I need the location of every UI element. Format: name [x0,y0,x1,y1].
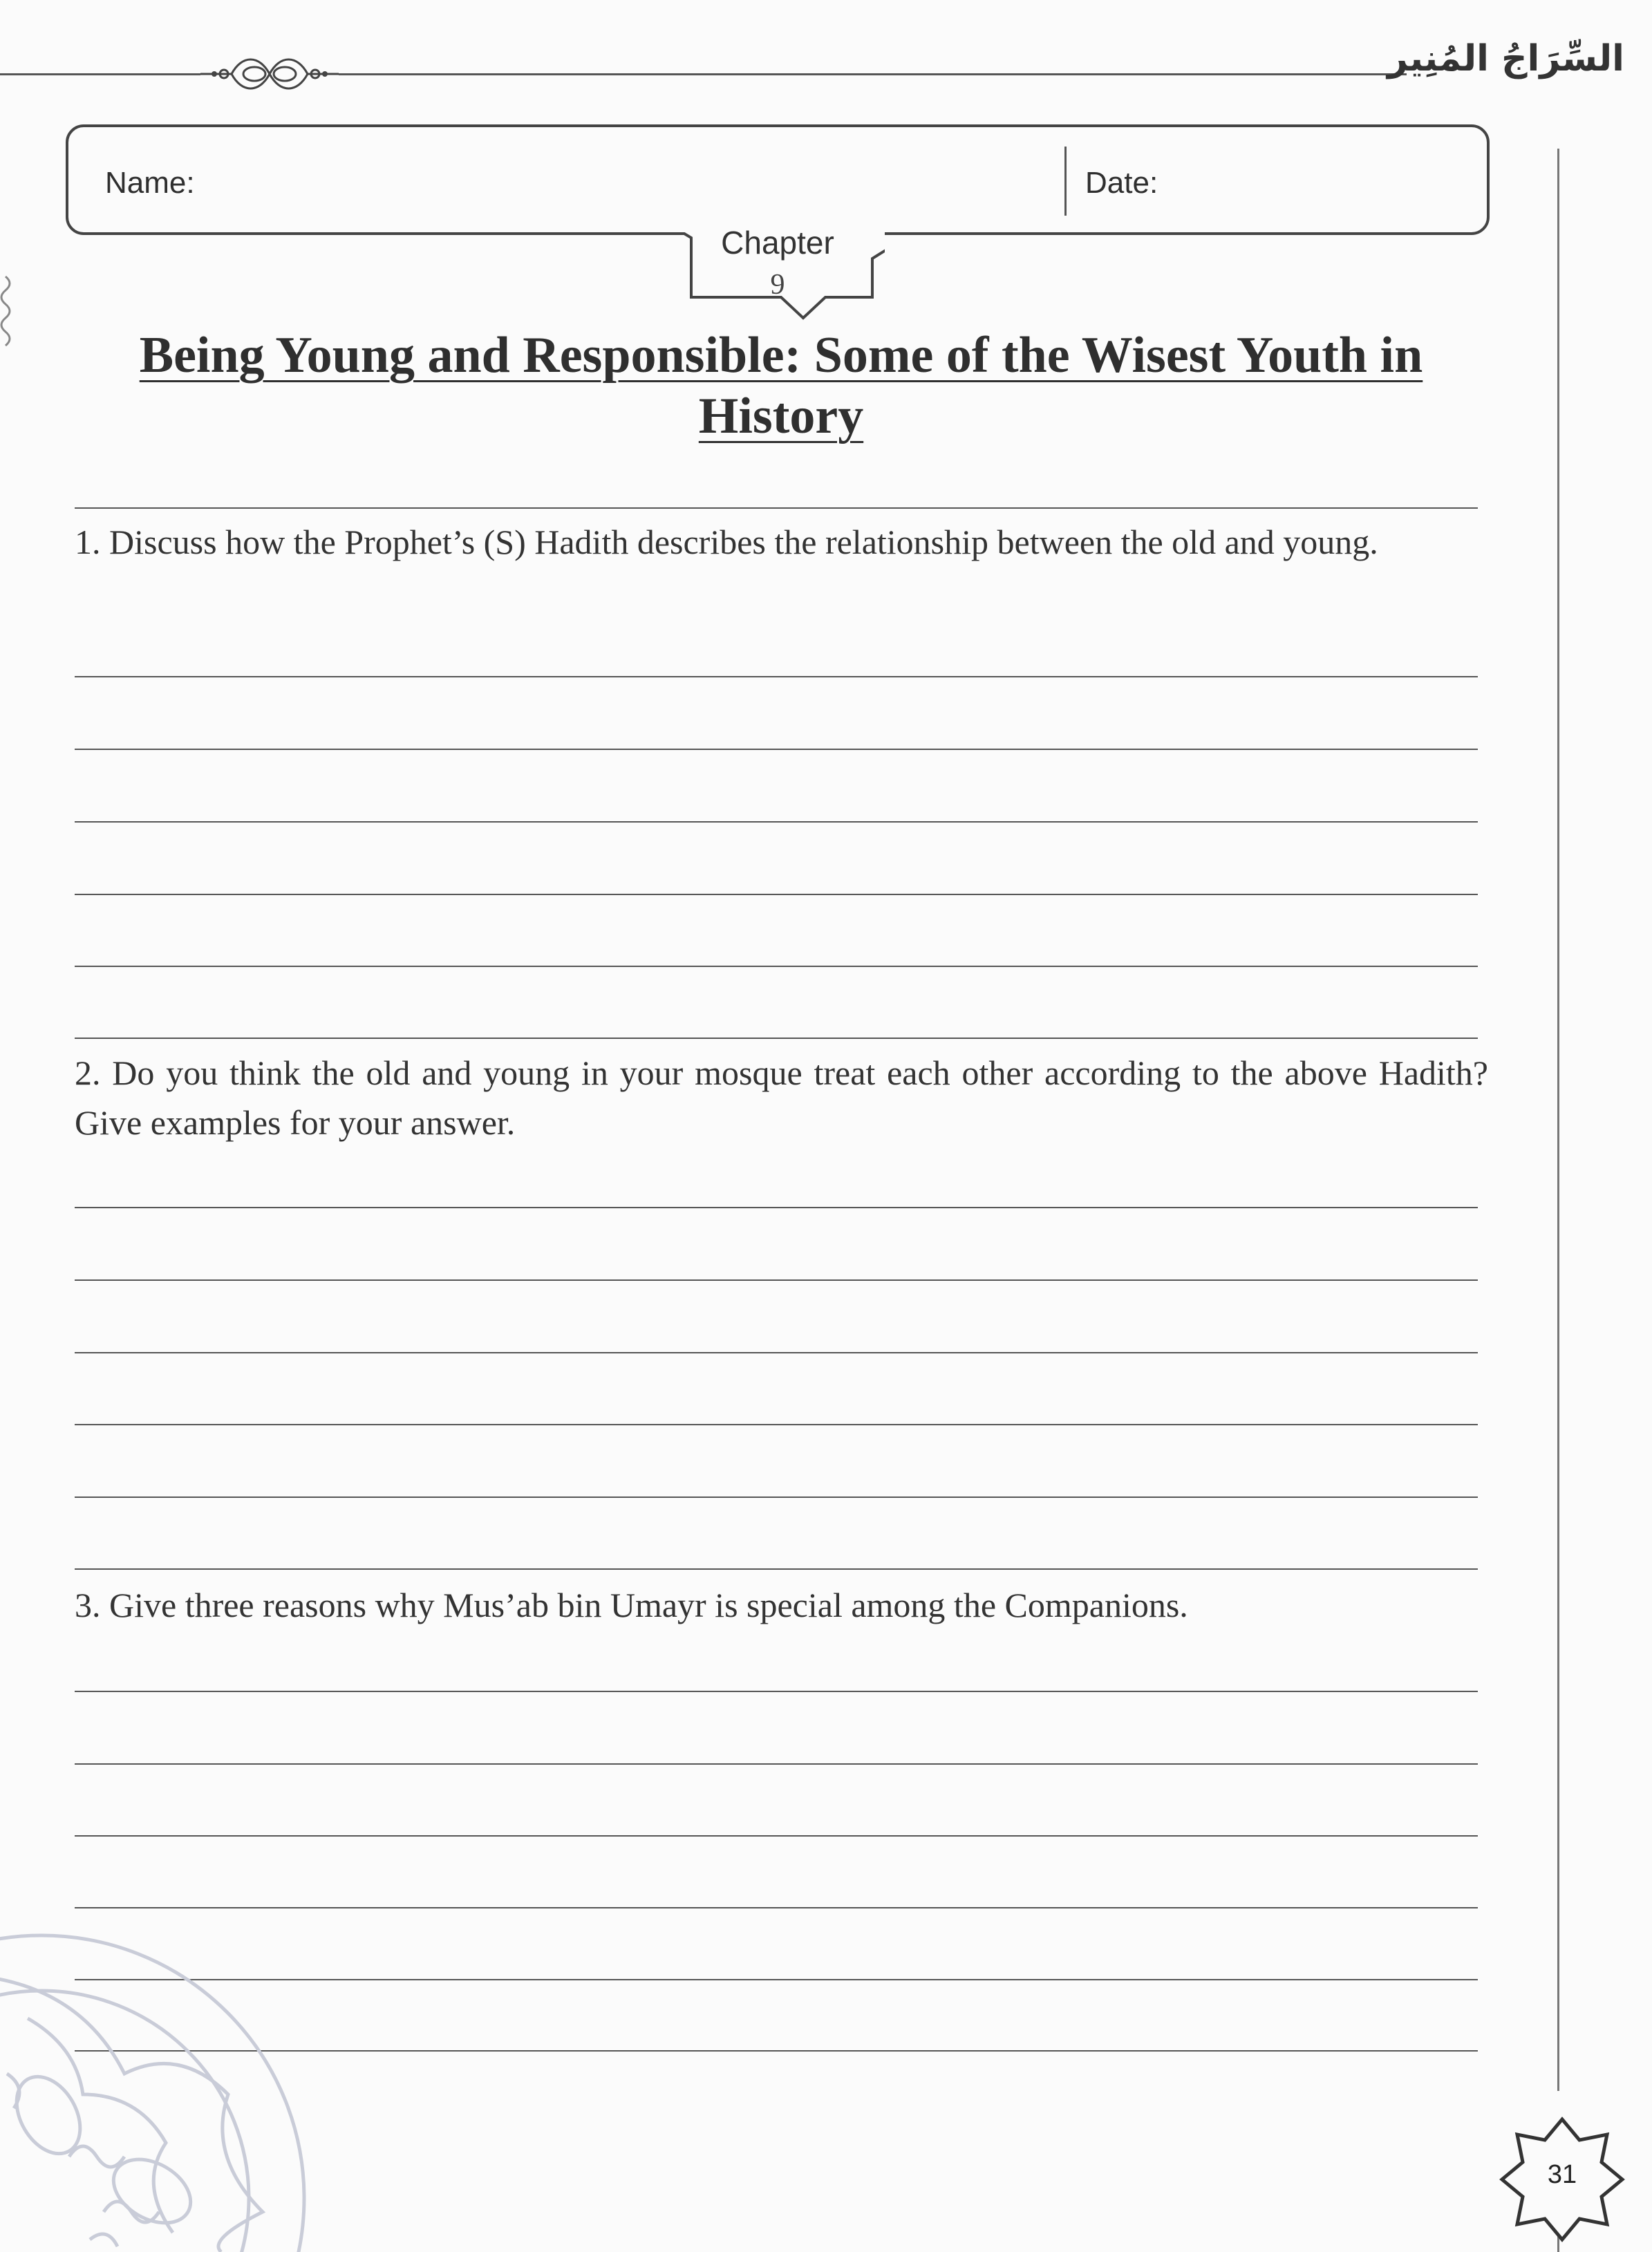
answer-line[interactable] [75,1568,1478,1570]
question-2: 2. Do you think the old and young in your mosque treat each other according to the above Hadith? Give examples for your answer. [75,1053,1488,1142]
question-3: 3. Give three reasons why Mus’ab bin Umayr is special among the Companions. [75,1586,1188,1624]
worksheet-title [69,325,1493,447]
header-flourish-ornament [200,51,339,100]
title-line-1: Being Young and Responsible: Some of the Wisest Youth in [139,327,1423,384]
answer-line[interactable] [75,1835,1478,1837]
answer-line[interactable] [75,894,1478,895]
date-label: Date: [1085,166,1158,200]
name-date-divider [1064,147,1067,216]
answer-line[interactable] [75,1038,1478,1039]
answer-line[interactable] [75,1424,1478,1425]
name-date-box [66,124,1490,235]
title-line-2: History [698,388,864,444]
edge-flourish-ornament [0,263,28,387]
chapter-number: 9 [770,269,785,301]
answer-line[interactable] [75,1279,1478,1281]
answer-line[interactable] [75,966,1478,967]
name-label: Name: [105,166,195,200]
answer-line[interactable] [75,676,1478,677]
answer-line[interactable] [75,749,1478,750]
page-number: 31 [1547,2160,1577,2189]
mandala-ornament [0,1866,332,2252]
right-margin-rule [1557,149,1559,2091]
answer-line[interactable] [75,1496,1478,1498]
answer-line[interactable] [75,1207,1478,1208]
title-underline-rule [75,507,1478,509]
answer-line[interactable] [75,1763,1478,1765]
book-title-arabic: السِّرَاجُ المُنِير [1387,38,1624,79]
chapter-label: Chapter [721,225,834,261]
question-1: 1. Discuss how the Prophet’s (S) Hadith describes the relationship between the old and young. [75,523,1378,561]
answer-line[interactable] [75,1691,1478,1692]
answer-line[interactable] [75,1352,1478,1353]
answer-line[interactable] [75,821,1478,823]
